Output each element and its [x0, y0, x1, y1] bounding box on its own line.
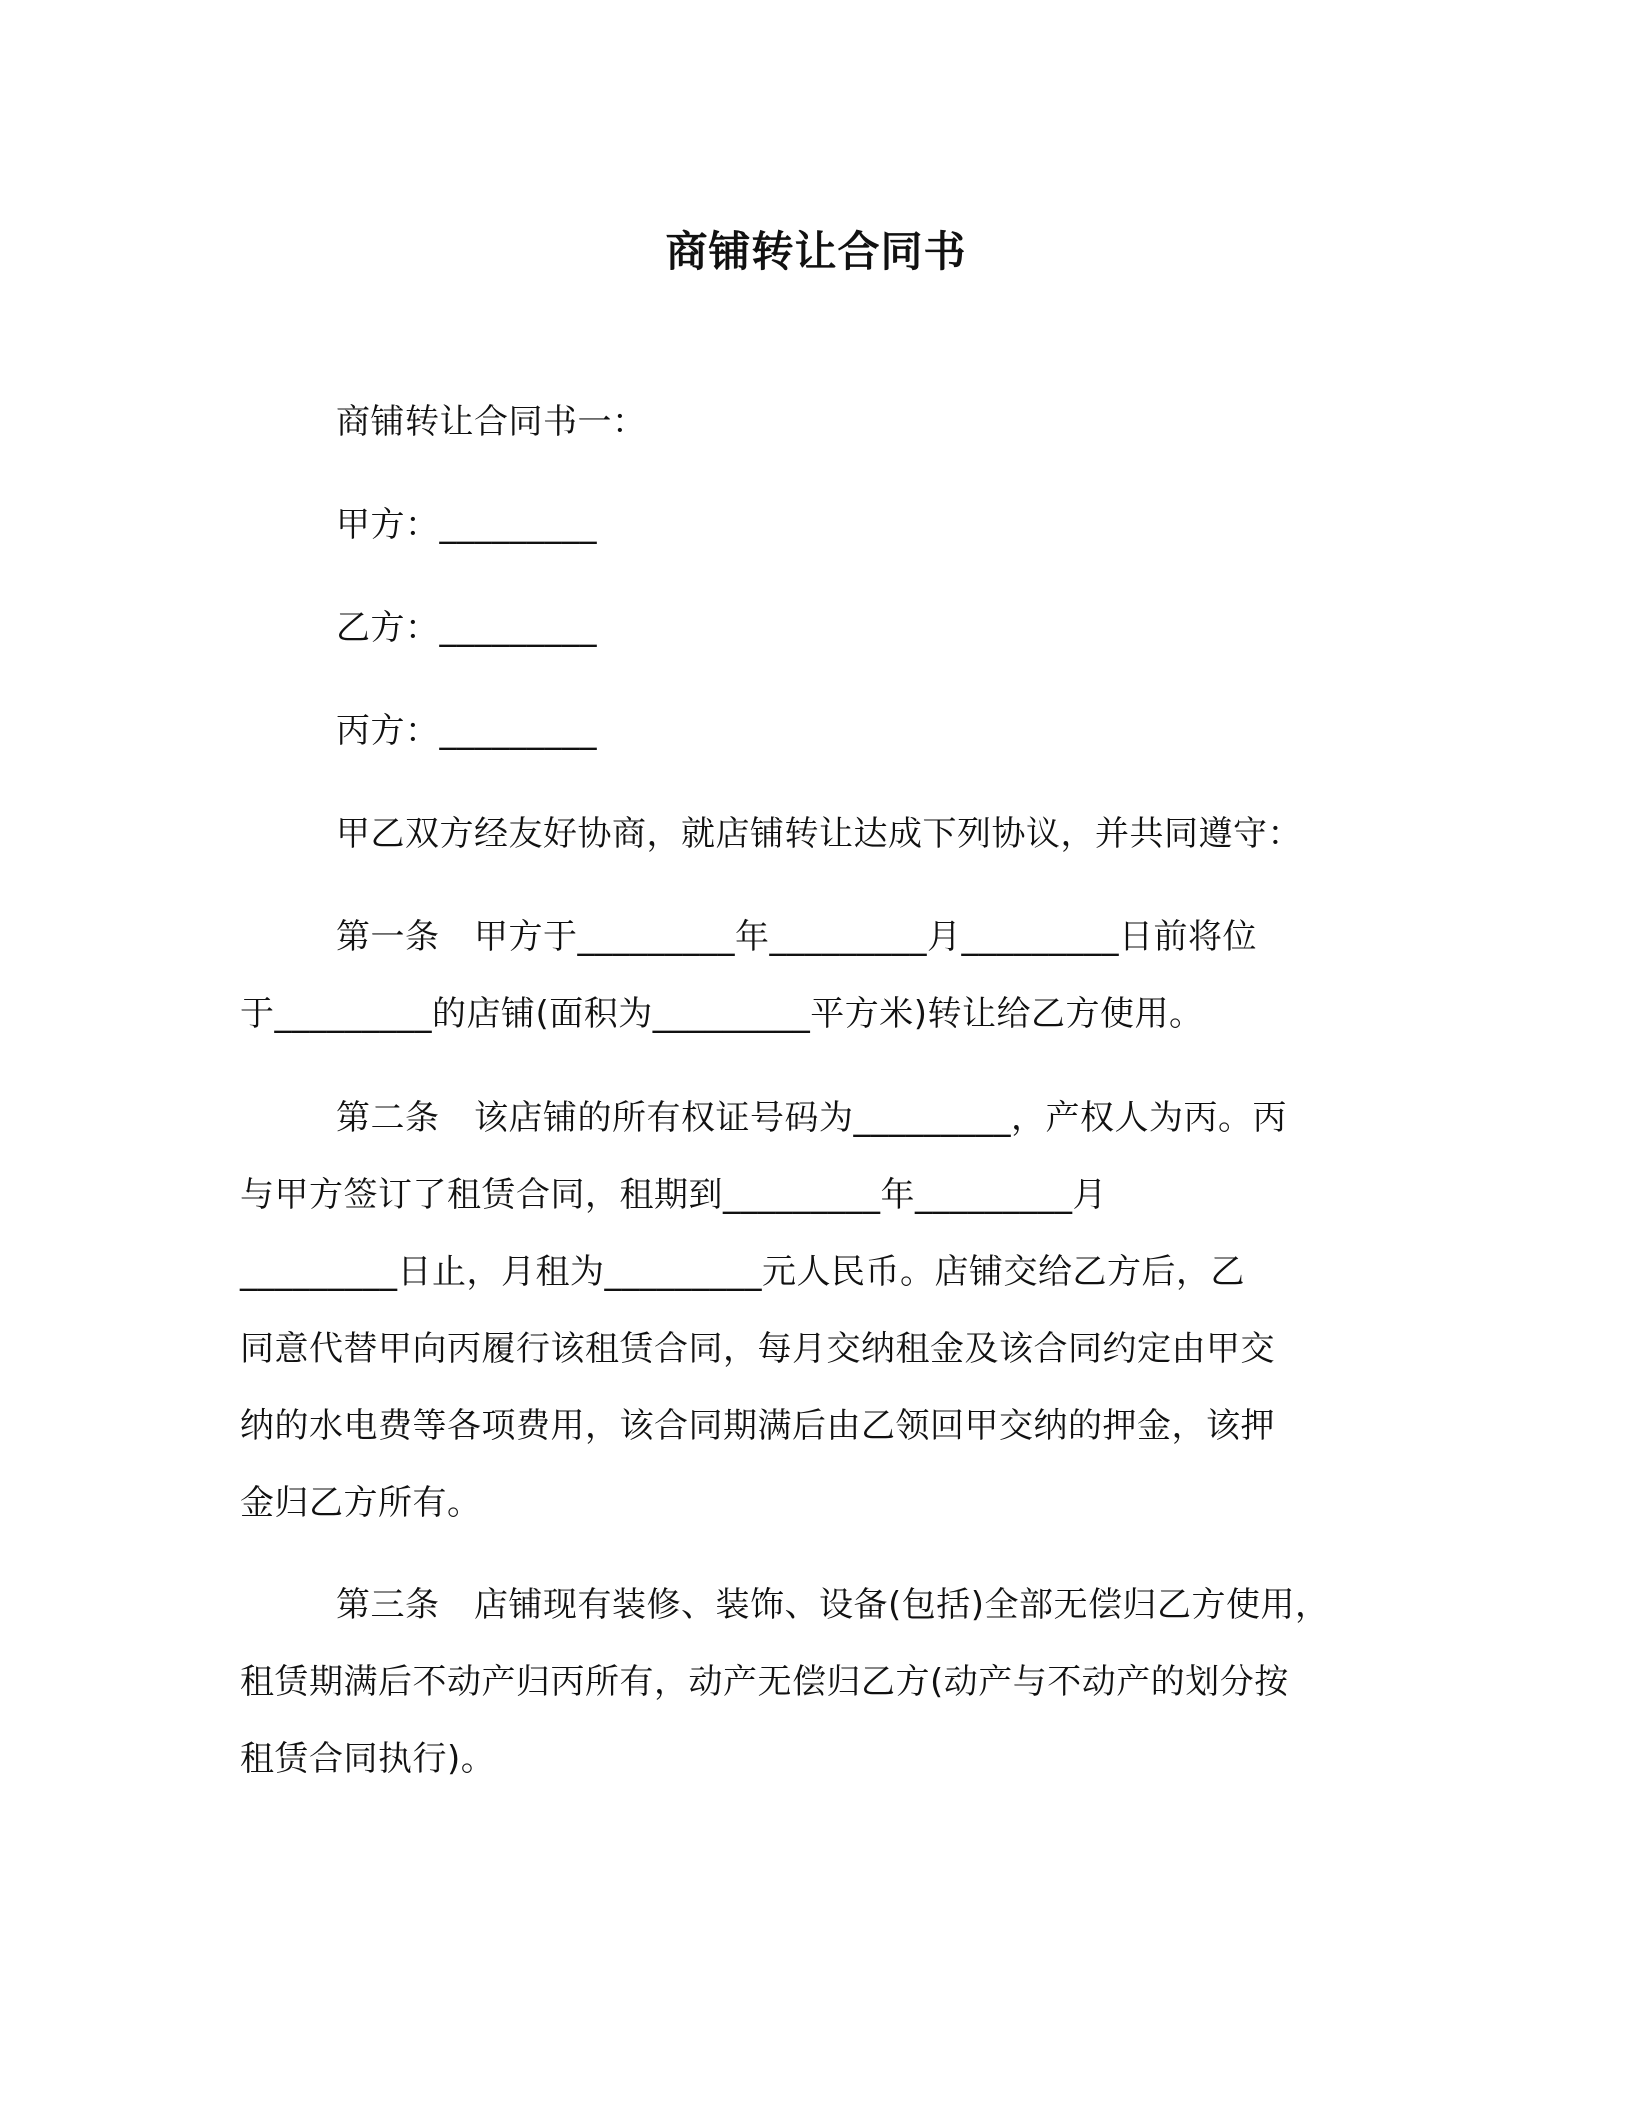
party-c-line: [240, 693, 1390, 770]
article-1: [240, 899, 1390, 1053]
party-a-line: [240, 487, 1390, 564]
article-2-line-4: 同意代替甲向丙履行该租赁合同，每月交纳租金及该合同约定由甲交: [240, 1329, 1275, 1369]
article-3-line-3: 租赁合同执行)。: [240, 1739, 496, 1779]
party-b-text: 乙方：_________: [336, 608, 597, 648]
party-a-text: 甲方：_________: [336, 505, 597, 545]
article-1-line-2: 于_________的店铺(面积为_________平方米)转让给乙方使用。: [240, 994, 1204, 1034]
article-2-line-1: 第二条 该店铺的所有权证号码为_________，产权人为丙。丙: [336, 1098, 1287, 1138]
party-c-text: 丙方：_________: [336, 711, 597, 751]
intro-text: 甲乙双方经友好协商，就店铺转让达成下列协议，并共同遵守：: [336, 814, 1302, 854]
party-b-line: [240, 590, 1390, 667]
article-2-line-3: _________日止，月租为_________元人民币。店铺交给乙方后，乙: [240, 1252, 1245, 1292]
article-3: [240, 1567, 1390, 1798]
article-2-line-2: 与甲方签订了租赁合同，租期到_________年_________月: [240, 1175, 1107, 1215]
article-2: [240, 1080, 1390, 1542]
subtitle-text: 商铺转让合同书一：: [336, 402, 647, 442]
article-3-line-1: 第三条 店铺现有装修、装饰、设备(包括)全部无偿归乙方使用，: [336, 1585, 1330, 1625]
article-2-line-6: 金归乙方所有。: [240, 1483, 482, 1523]
article-3-line-2: 租赁期满后不动产归丙所有，动产无偿归乙方(动产与不动产的划分按: [240, 1662, 1289, 1702]
intro-paragraph: [240, 796, 1390, 873]
document-title: 商铺转让合同书: [665, 227, 967, 276]
article-1-line-1: 第一条 甲方于_________年_________月_________日前将位: [336, 917, 1257, 957]
article-2-line-5: 纳的水电费等各项费用，该合同期满后由乙领回甲交纳的押金，该押: [240, 1406, 1275, 1446]
subtitle: [240, 384, 1390, 461]
